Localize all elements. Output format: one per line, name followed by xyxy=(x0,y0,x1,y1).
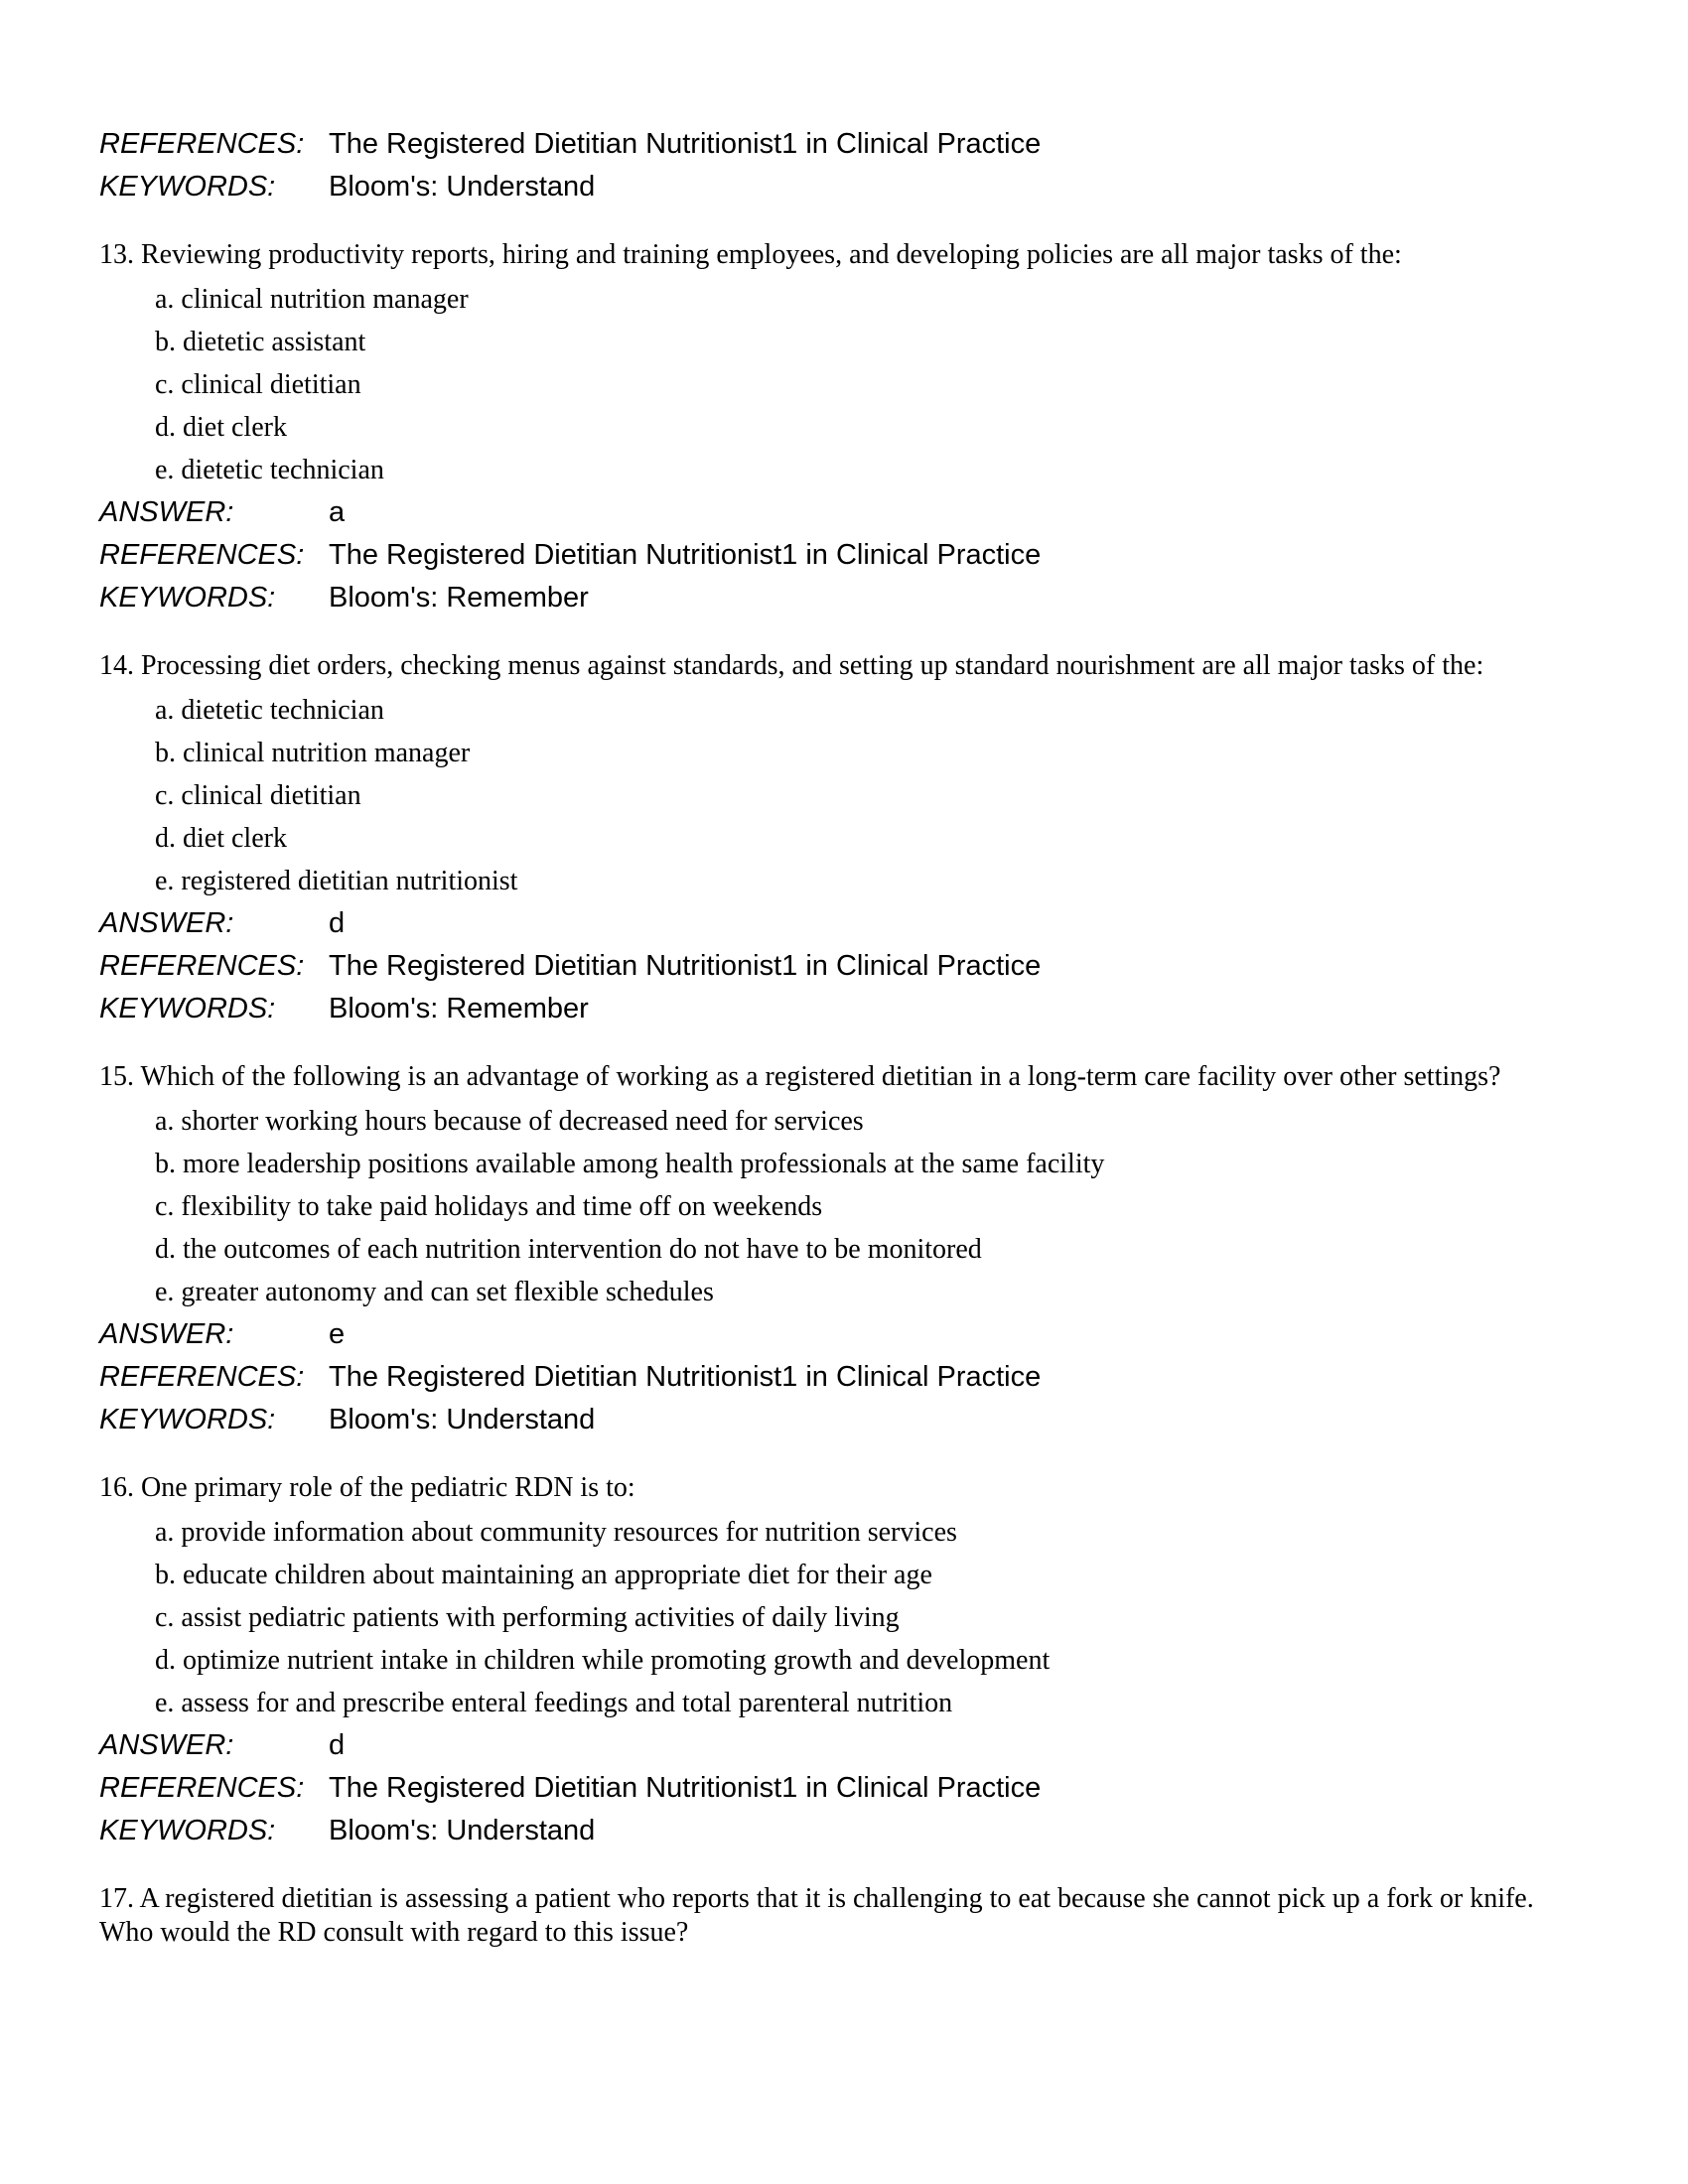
references-value: The Registered Dietitian Nutritionist1 in Clinical Practice xyxy=(329,539,1042,571)
question-text: 17. A registered dietitian is assessing a patient who reports that it is challenging to eat because she cannot pick up a fork or knife. Who would the RD consult with regard to this issue? xyxy=(99,1883,1534,1948)
answer-option: a. dietetic technician xyxy=(155,695,384,726)
references-label: REFERENCES: xyxy=(99,539,305,571)
keywords-label: KEYWORDS: xyxy=(99,171,276,203)
answer-line xyxy=(99,1724,1559,1767)
answer-option: c. clinical dietitian xyxy=(155,780,361,811)
references-line xyxy=(99,123,1559,166)
keywords-label: KEYWORDS: xyxy=(99,1815,276,1846)
answer-option: b. dietetic assistant xyxy=(155,327,366,357)
references-line xyxy=(99,1767,1559,1810)
answer-label: ANSWER: xyxy=(99,1729,234,1761)
references-line xyxy=(99,1356,1559,1399)
answer-option: b. educate children about maintaining an appropriate diet for their age xyxy=(155,1560,932,1590)
question-block xyxy=(99,238,1559,619)
answer-option: c. assist pediatric patients with performing activities of daily living xyxy=(155,1602,900,1633)
answer-option: e. dietetic technician xyxy=(155,455,384,485)
keywords-line xyxy=(99,166,1559,208)
document-page xyxy=(99,123,1559,1956)
references-label: REFERENCES: xyxy=(99,950,305,982)
answer-option: a. provide information about community resources for nutrition services xyxy=(155,1517,957,1548)
references-value: The Registered Dietitian Nutritionist1 in Clinical Practice xyxy=(329,950,1042,982)
answer-value: a xyxy=(329,496,346,528)
keywords-value: Bloom's: Remember xyxy=(329,993,589,1024)
question-text: 16. One primary role of the pediatric RDN is to: xyxy=(99,1472,635,1503)
question-block xyxy=(99,1471,1559,1852)
answer-line xyxy=(99,902,1559,945)
keywords-line xyxy=(99,1399,1559,1441)
references-line xyxy=(99,534,1559,577)
answer-value: d xyxy=(329,907,346,939)
references-line xyxy=(99,945,1559,988)
keywords-line xyxy=(99,1810,1559,1852)
answer-option: d. diet clerk xyxy=(155,412,287,443)
answer-label: ANSWER: xyxy=(99,1318,234,1350)
answer-option: d. optimize nutrient intake in children while promoting growth and development xyxy=(155,1645,1051,1676)
references-value: The Registered Dietitian Nutritionist1 in Clinical Practice xyxy=(329,1361,1042,1393)
answer-value: d xyxy=(329,1729,346,1761)
answer-value: e xyxy=(329,1318,346,1350)
answer-option: c. clinical dietitian xyxy=(155,369,361,400)
references-label: REFERENCES: xyxy=(99,1772,305,1804)
question-block xyxy=(99,1060,1559,1441)
answer-label: ANSWER: xyxy=(99,907,234,939)
keywords-value: Bloom's: Remember xyxy=(329,582,589,614)
answer-option: b. clinical nutrition manager xyxy=(155,738,471,768)
question-block xyxy=(99,1882,1559,1950)
question-text: 15. Which of the following is an advantage of working as a registered dietitian in a long-term care facility over other settings? xyxy=(99,1061,1501,1092)
answer-label: ANSWER: xyxy=(99,496,234,528)
question-text: 13. Reviewing productivity reports, hiring and training employees, and developing policies are all major tasks of the: xyxy=(99,239,1402,270)
answer-option: a. clinical nutrition manager xyxy=(155,284,469,315)
keywords-value: Bloom's: Understand xyxy=(329,1404,596,1435)
question-block xyxy=(99,649,1559,1030)
answer-line xyxy=(99,1313,1559,1356)
answer-option: e. registered dietitian nutritionist xyxy=(155,866,518,896)
answer-option: d. the outcomes of each nutrition intervention do not have to be monitored xyxy=(155,1234,982,1265)
answer-option: b. more leadership positions available among health professionals at the same facility xyxy=(155,1149,1105,1179)
references-label: REFERENCES: xyxy=(99,128,305,160)
keywords-line xyxy=(99,988,1559,1030)
answer-option: a. shorter working hours because of decreased need for services xyxy=(155,1106,864,1137)
keywords-value: Bloom's: Understand xyxy=(329,171,596,203)
references-value: The Registered Dietitian Nutritionist1 in Clinical Practice xyxy=(329,1772,1042,1804)
answer-option: e. assess for and prescribe enteral feedings and total parenteral nutrition xyxy=(155,1688,953,1718)
keywords-label: KEYWORDS: xyxy=(99,582,276,614)
answer-line xyxy=(99,491,1559,534)
keywords-line xyxy=(99,577,1559,619)
keywords-label: KEYWORDS: xyxy=(99,1404,276,1435)
keywords-value: Bloom's: Understand xyxy=(329,1815,596,1846)
keywords-label: KEYWORDS: xyxy=(99,993,276,1024)
question-text: 14. Processing diet orders, checking menus against standards, and setting up standard nourishment are all major tasks of the: xyxy=(99,650,1484,681)
answer-option: e. greater autonomy and can set flexible schedules xyxy=(155,1277,714,1307)
answer-option: d. diet clerk xyxy=(155,823,287,854)
references-value: The Registered Dietitian Nutritionist1 in Clinical Practice xyxy=(329,128,1042,160)
references-label: REFERENCES: xyxy=(99,1361,305,1393)
answer-option: c. flexibility to take paid holidays and time off on weekends xyxy=(155,1191,823,1222)
